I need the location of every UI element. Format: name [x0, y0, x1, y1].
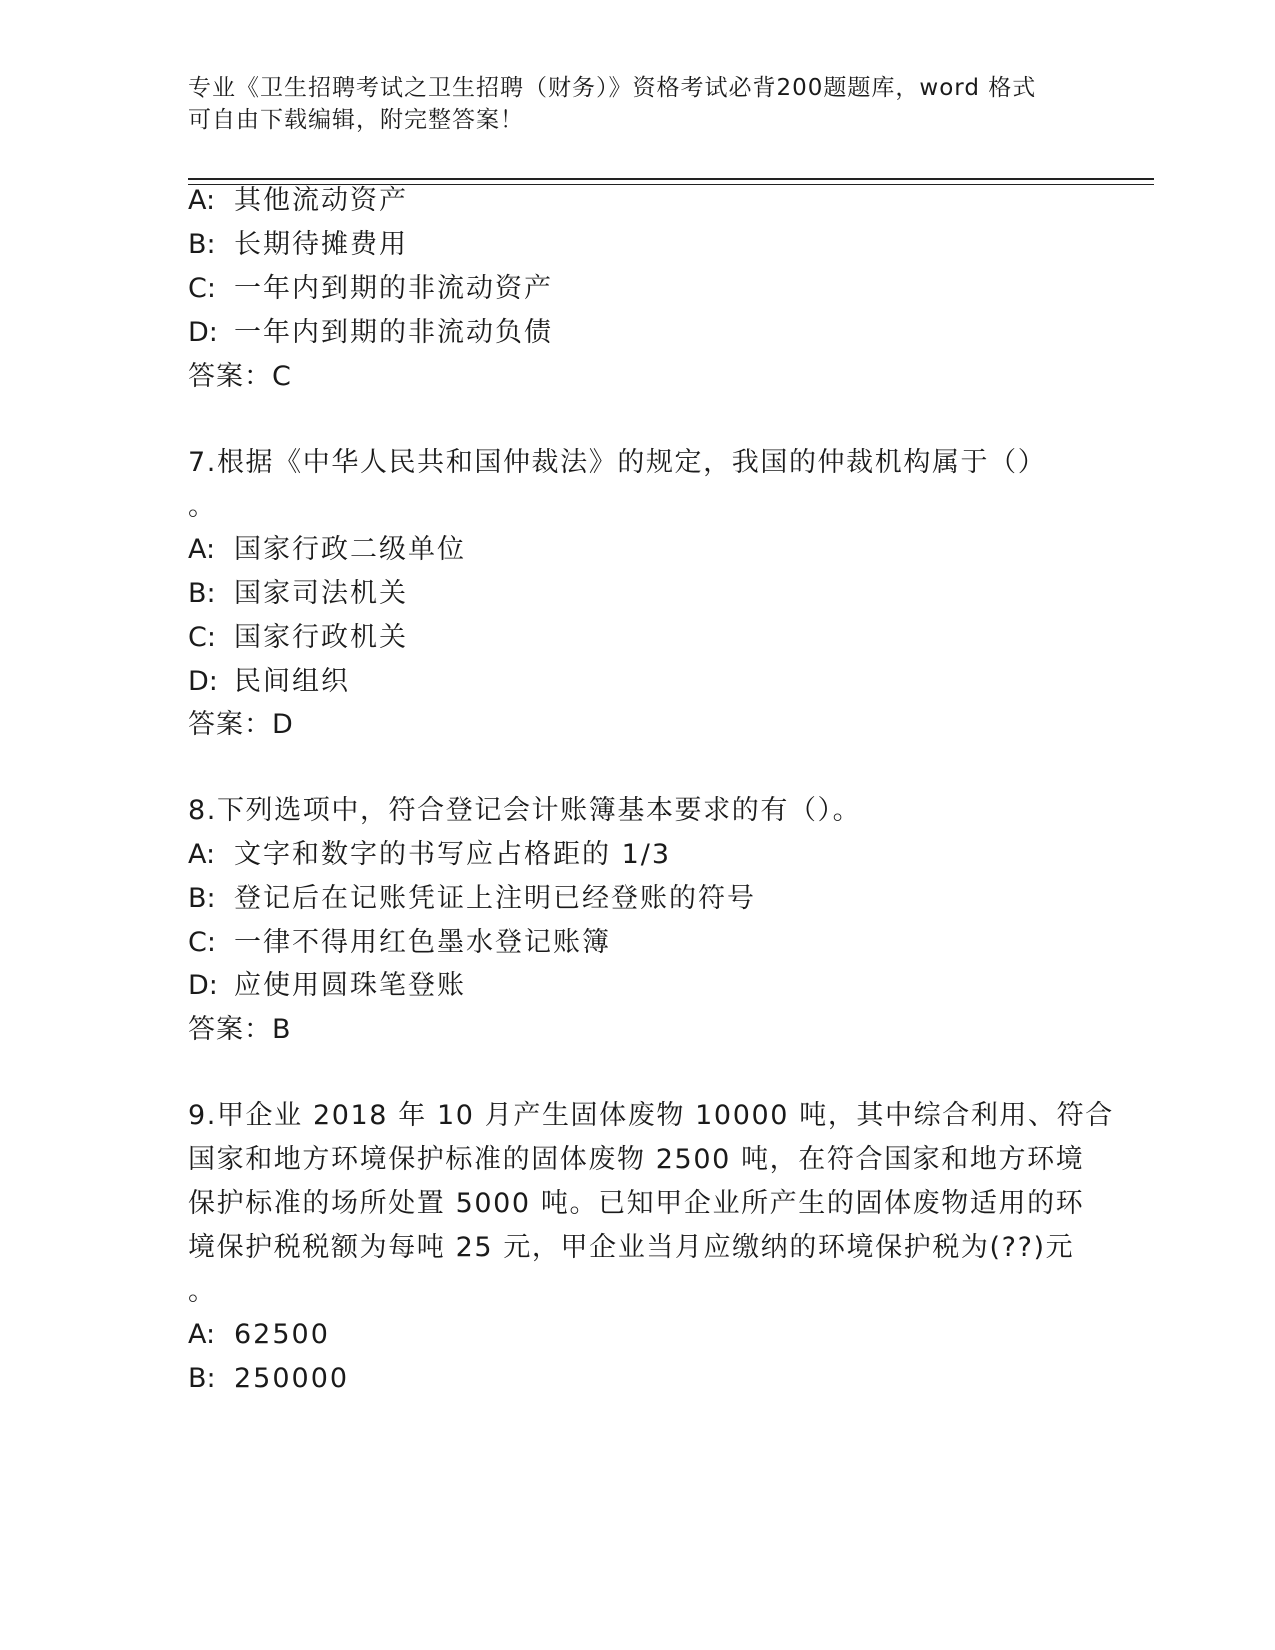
q9-question-line-1: 9.甲企业 2018 年 10 月产生固体废物 10000 吨，其中综合利用、符合	[188, 1100, 1114, 1131]
q8-option-d	[188, 969, 466, 1003]
q7-question-line-1: 7.根据《中华人民共和国仲裁法》的规定，我国的仲裁机构属于（）	[188, 447, 1047, 478]
document-header	[188, 72, 1088, 136]
q7-answer: 答案：D	[188, 709, 294, 740]
option-letter: A:	[188, 839, 216, 870]
q6-answer: 答案：C	[188, 361, 292, 392]
q8-option-a	[188, 838, 671, 872]
q9-question-line-2: 国家和地方环境保护标准的固体废物 2500 吨，在符合国家和地方环境	[188, 1144, 1085, 1175]
option-text: 国家司法机关	[234, 578, 408, 609]
option-text: 其他流动资产	[234, 185, 408, 216]
option-letter: B:	[188, 578, 216, 609]
q8-option-b	[188, 882, 756, 916]
header-line-1: 专业《卫生招聘考试之卫生招聘（财务）》资格考试必背200题题库，word 格式	[188, 75, 1037, 101]
q9-question-line-4: 境保护税税额为每吨 25 元，甲企业当月应缴纳的环境保护税为(??)元	[188, 1232, 1075, 1263]
option-letter: B:	[188, 1363, 216, 1394]
option-letter: D:	[188, 666, 218, 697]
q7-option-a	[188, 533, 466, 567]
option-text: 登记后在记账凭证上注明已经登账的符号	[234, 883, 756, 914]
q8-option-c	[188, 926, 611, 960]
q8-question-line-1: 8.下列选项中，符合登记会计账簿基本要求的有（）。	[188, 795, 862, 826]
option-text: 文字和数字的书写应占格距的 1/3	[234, 839, 672, 870]
header-line-2: 可自由下载编辑，附完整答案！	[188, 107, 524, 133]
q6-option-c	[188, 272, 553, 306]
q7-option-d	[188, 665, 350, 699]
option-text: 62500	[234, 1319, 330, 1350]
option-letter: D:	[188, 970, 218, 1001]
option-text: 一律不得用红色墨水登记账簿	[234, 927, 611, 958]
option-text: 民间组织	[234, 666, 350, 697]
q7-option-b	[188, 577, 408, 611]
q9-option-a	[188, 1318, 330, 1352]
option-text: 国家行政二级单位	[234, 534, 466, 565]
option-letter: C:	[188, 273, 216, 304]
q9-question-line-5: 。	[188, 1276, 217, 1307]
q6-option-d	[188, 316, 553, 350]
option-letter: A:	[188, 185, 216, 216]
option-letter: A:	[188, 1319, 216, 1350]
q6-option-b	[188, 228, 408, 262]
option-text: 一年内到期的非流动资产	[234, 273, 553, 304]
q8-answer: 答案：B	[188, 1014, 292, 1045]
option-text: 一年内到期的非流动负债	[234, 317, 553, 348]
option-text: 国家行政机关	[234, 622, 408, 653]
q7-question-line-2: 。	[188, 491, 217, 522]
option-letter: C:	[188, 927, 216, 958]
q9-question-line-3: 保护标准的场所处置 5000 吨。已知甲企业所产生的固体废物适用的环	[188, 1188, 1085, 1219]
option-letter: D:	[188, 317, 218, 348]
option-letter: B:	[188, 229, 216, 260]
option-letter: A:	[188, 534, 216, 565]
option-letter: C:	[188, 622, 216, 653]
header-divider-thick	[188, 178, 1154, 180]
q9-option-b	[188, 1362, 349, 1396]
option-text: 250000	[234, 1363, 350, 1394]
option-letter: B:	[188, 883, 216, 914]
option-text: 应使用圆珠笔登账	[234, 970, 466, 1001]
q7-option-c	[188, 621, 408, 655]
option-text: 长期待摊费用	[234, 229, 408, 260]
q6-option-a	[188, 184, 408, 218]
